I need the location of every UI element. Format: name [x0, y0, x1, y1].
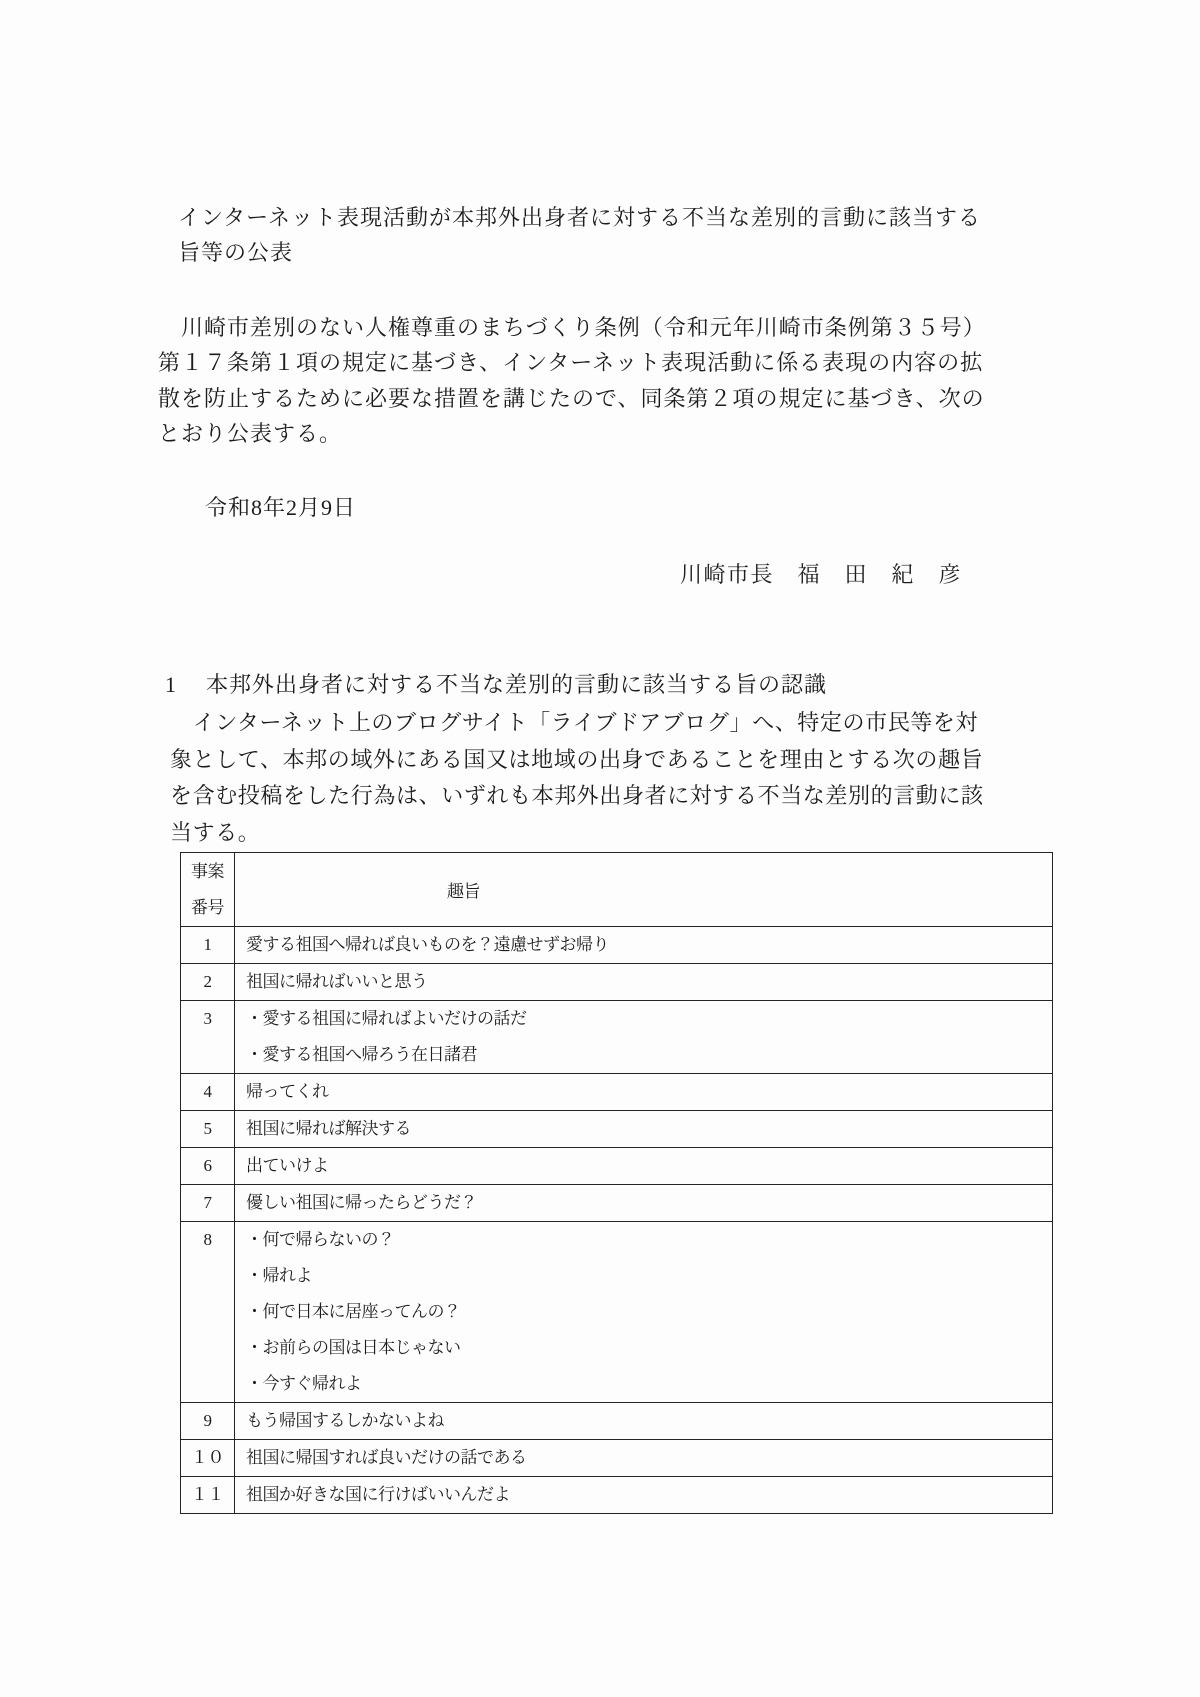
- case-number-cell: 5: [181, 1111, 235, 1148]
- gist-cell: [235, 1074, 1053, 1111]
- gist-line: 優しい祖国に帰ったらどうだ？: [246, 1193, 477, 1212]
- gist-cell: [235, 1440, 1053, 1477]
- case-number-cell: 7: [181, 1185, 235, 1222]
- section-heading-text: 本邦外出身者に対する不当な差別的言動に該当する旨の認識: [206, 672, 828, 697]
- intro-paragraph: [158, 310, 986, 451]
- gist-cell: [235, 1477, 1053, 1514]
- text-line: 川崎市差別のない人権尊重のまちづくり条例（令和元年川崎市条例第３５号）: [158, 315, 986, 340]
- text-line: インターネット上のブログサイト「ライブドアブログ」へ、特定の市民等を対: [170, 710, 979, 735]
- text-line: 第１７条第１項の規定に基づき、インターネット表現活動に係る表現の内容の拡: [158, 350, 984, 376]
- case-number-cell: 2: [181, 964, 235, 1001]
- case-number-cell: １１: [181, 1477, 235, 1514]
- date-line: 令和8年2月9日: [205, 495, 357, 520]
- gist-line: 出ていけよ: [246, 1156, 329, 1175]
- text-line: インターネット表現活動が本邦外出身者に対する不当な差別的言動に該当する: [178, 205, 982, 230]
- subject-table-body: [181, 927, 1053, 1514]
- table-row: [181, 1403, 1053, 1440]
- text-line: 事案: [191, 861, 224, 881]
- table-row: [181, 964, 1053, 1001]
- gist-line: ・帰れよ: [246, 1266, 312, 1285]
- case-number-cell: １０: [181, 1440, 235, 1477]
- gist-line: ・何で日本に居座ってんの？: [246, 1302, 461, 1321]
- gist-cell: [235, 1185, 1053, 1222]
- gist-line: ・何で帰らないの？: [246, 1230, 395, 1249]
- text-line: 番号: [191, 897, 224, 917]
- case-number-cell: 6: [181, 1148, 235, 1185]
- gist-line: 祖国か好きな国に行けばいいんだよ: [246, 1485, 510, 1504]
- table-header-row: [181, 853, 1053, 927]
- text-line: 散を防止するために必要な措置を講じたので、同条第２項の規定に基づき、次の: [158, 385, 985, 411]
- gist-line: もう帰国するしかないよね: [246, 1411, 444, 1430]
- gist-cell: [235, 1001, 1053, 1074]
- page-title: [178, 200, 981, 270]
- gist-cell: [235, 927, 1053, 964]
- table-row: [181, 1111, 1053, 1148]
- gist-cell: [235, 1222, 1053, 1403]
- gist-header: 趣旨: [235, 853, 1053, 927]
- section-1-body: [170, 705, 984, 852]
- table-row: [181, 1001, 1053, 1074]
- table-row: [181, 1222, 1053, 1403]
- gist-line: ・愛する祖国に帰ればよいだけの話だ: [246, 1009, 527, 1028]
- case-number-cell: 4: [181, 1074, 235, 1111]
- gist-cell: [235, 1148, 1053, 1185]
- gist-cell: [235, 964, 1053, 1001]
- text-line: 象として、本邦の域外にある国又は地域の出身であることを理由とする次の趣旨: [170, 746, 984, 772]
- subject-table: [180, 852, 1053, 1514]
- signature-line: 川崎市長 福 田 紀 彦: [680, 562, 963, 587]
- text-line: 当する。: [170, 820, 261, 846]
- case-number-cell: 8: [181, 1222, 235, 1403]
- gist-line: 祖国に帰ればいいと思う: [246, 972, 428, 991]
- gist-line: 帰ってくれ: [246, 1082, 329, 1101]
- gist-cell: [235, 1403, 1053, 1440]
- gist-line: ・お前らの国は日本じゃない: [246, 1338, 461, 1357]
- table-row: [181, 1148, 1053, 1185]
- text-line: 旨等の公表: [178, 240, 294, 265]
- gist-line: ・今すぐ帰れよ: [246, 1374, 362, 1393]
- table-row: [181, 1074, 1053, 1111]
- section-1-heading: [165, 668, 827, 699]
- table-row: [181, 1440, 1053, 1477]
- text-line: を含む投稿をした行為は、いずれも本邦外出身者に対する不当な差別的言動に該: [170, 783, 984, 809]
- case-number-cell: 1: [181, 927, 235, 964]
- table-row: [181, 927, 1053, 964]
- gist-line: 祖国に帰国すれば良いだけの話である: [246, 1448, 527, 1467]
- case-number-cell: 9: [181, 1403, 235, 1440]
- table-row: [181, 1477, 1053, 1514]
- gist-line: 愛する祖国へ帰れば良いものを？遠慮せずお帰り: [246, 935, 609, 954]
- section-number: 1: [165, 672, 177, 697]
- gist-line: 祖国に帰れば解決する: [246, 1119, 411, 1138]
- text-line: とおり公表する。: [158, 420, 343, 446]
- case-number-header: [181, 853, 235, 927]
- case-number-cell: 3: [181, 1001, 235, 1074]
- table-row: [181, 1185, 1053, 1222]
- gist-line: ・愛する祖国へ帰ろう在日諸君: [246, 1045, 477, 1064]
- gist-cell: [235, 1111, 1053, 1148]
